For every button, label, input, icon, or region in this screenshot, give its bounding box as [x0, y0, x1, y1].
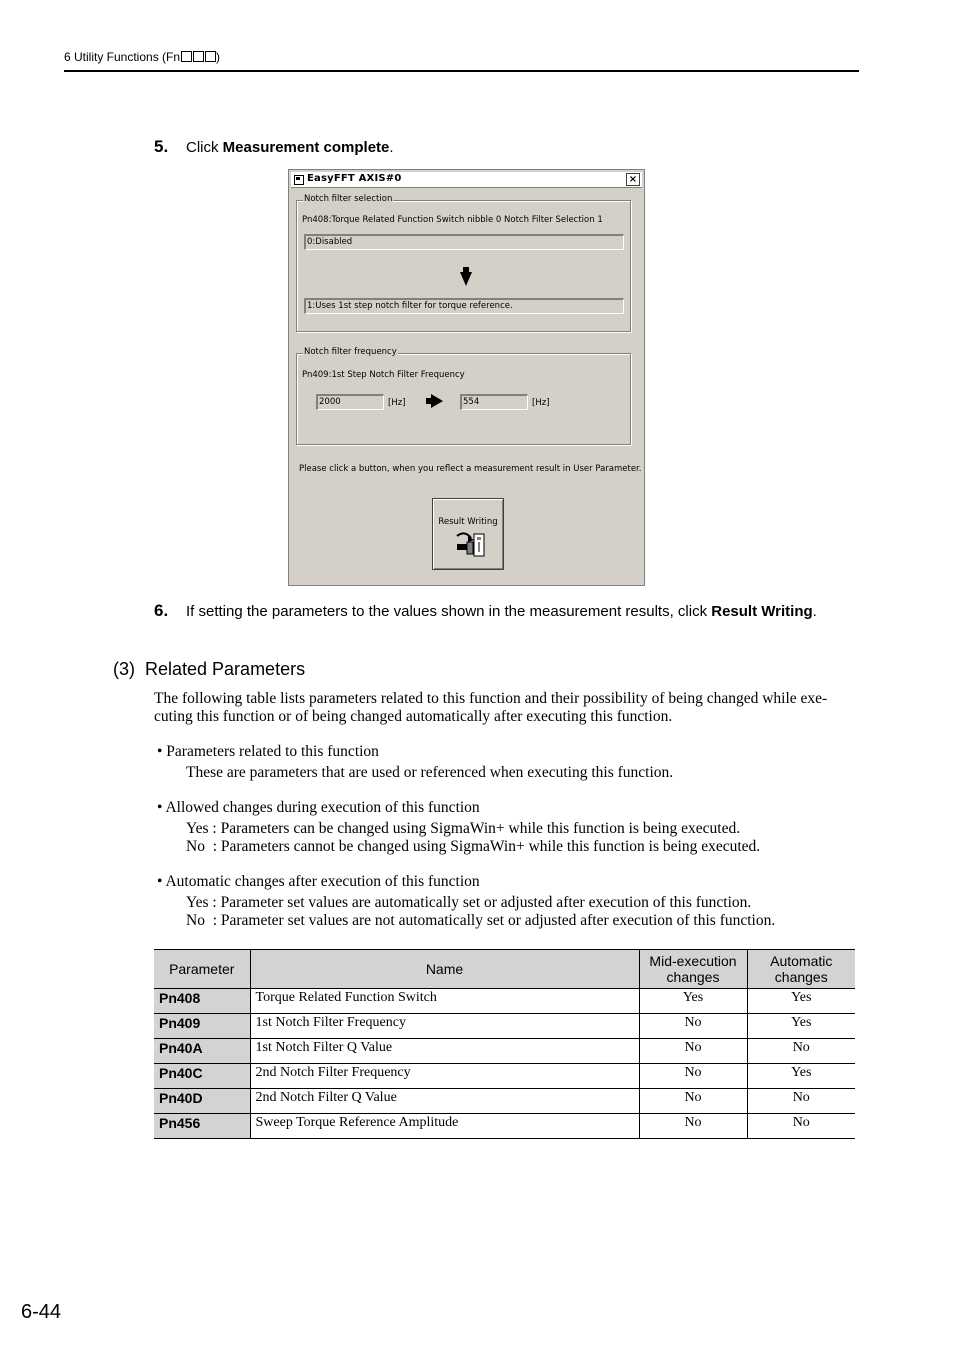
mid-cell: No [639, 1014, 747, 1039]
param-cell: Pn456 [154, 1114, 250, 1139]
step-6-suffix: . [812, 603, 817, 620]
related-parameters-heading: (3) Related Parameters [113, 659, 306, 679]
header-auto-line2: changes [774, 969, 828, 985]
bullet-allowed-no: No : Parameters cannot be changed using SigmaWin+ while this function is being executed. [186, 838, 761, 855]
auto-cell: Yes [747, 1014, 855, 1039]
auto-cell: No [747, 1114, 855, 1139]
header-mid-execution [639, 950, 747, 989]
auto-cell: No [747, 1089, 855, 1114]
placeholder-box-icon [181, 51, 192, 62]
param-cell: Pn408 [154, 989, 250, 1014]
running-header [64, 50, 220, 64]
mid-cell: Yes [639, 989, 747, 1014]
frequency-before-field: 2000 [316, 394, 384, 410]
related-parameters-table [154, 949, 855, 1139]
header-automatic [747, 950, 855, 989]
result-writing-button[interactable] [432, 498, 504, 570]
param-cell: Pn40D [154, 1089, 250, 1114]
notch-selection-after-field: 1:Uses 1st step notch filter for torque reference. [304, 298, 624, 314]
param-cell: Pn40A [154, 1039, 250, 1064]
param-cell: Pn40C [154, 1064, 250, 1089]
notch-frequency-group [296, 347, 631, 445]
header-auto-line1: Automatic [770, 953, 833, 969]
step-5-bold: Measurement complete [222, 139, 390, 156]
notch-frequency-legend: Notch filter frequency [304, 347, 397, 357]
dialog-instruction: Please click a button, when you reflect a measurement result in User Parameter. [299, 464, 642, 474]
bullet-automatic-title: • Automatic changes after execution of this function [157, 873, 480, 890]
arrow-right-icon [426, 394, 444, 408]
header-mid-line1: Mid-execution [649, 953, 737, 969]
mid-cell: No [639, 1064, 747, 1089]
write-to-device-icon [455, 530, 487, 558]
step-5-number: 5. [154, 137, 169, 156]
frequency-after-unit: [Hz] [532, 398, 550, 408]
header-mid-line2: changes [666, 969, 720, 985]
notch-selection-before-field: 0:Disabled [304, 234, 624, 250]
placeholder-box-icon [193, 51, 204, 62]
related-intro-line2: cuting this function or of being changed automatically after executing this function. [154, 708, 673, 725]
auto-cell: Yes [747, 1064, 855, 1089]
notch-selection-group [296, 194, 631, 332]
mid-cell: No [639, 1039, 747, 1064]
notch-selection-param-label: Pn408:Torque Related Function Switch nibble 0 Notch Filter Selection 1 [302, 215, 603, 225]
bullet-related-title: • Parameters related to this function [157, 743, 379, 760]
easyfft-dialog [288, 169, 645, 586]
table-row [154, 989, 855, 1014]
frequency-before-unit: [Hz] [388, 398, 406, 408]
table-row [154, 1064, 855, 1089]
related-intro-line1: The following table lists parameters related to this function and their possibility of being changed while exe- [154, 690, 828, 707]
mid-cell: No [639, 1089, 747, 1114]
dialog-title: EasyFFT AXIS#0 [307, 173, 402, 184]
header-rule [64, 70, 859, 72]
bullet-allowed-title: • Allowed changes during execution of this function [157, 799, 480, 816]
header-parameter: Parameter [154, 950, 250, 989]
auto-cell: No [747, 1039, 855, 1064]
name-cell: 1st Notch Filter Frequency [250, 1014, 639, 1039]
name-cell: 2nd Notch Filter Q Value [250, 1089, 639, 1114]
step-6-bold: Result Writing [711, 603, 813, 620]
bullet-automatic-yes: Yes : Parameter set values are automatically set or adjusted after execution of this function. [186, 894, 752, 911]
name-cell: Sweep Torque Reference Amplitude [250, 1114, 639, 1139]
header-name: Name [250, 950, 639, 989]
step-5-suffix: . [389, 139, 394, 156]
app-icon [294, 175, 304, 185]
placeholder-box-icon [205, 51, 216, 62]
name-cell: Torque Related Function Switch [250, 989, 639, 1014]
step-5-prefix: Click [186, 139, 223, 156]
mid-cell: No [639, 1114, 747, 1139]
step-6-text [186, 603, 817, 620]
auto-cell: Yes [747, 989, 855, 1014]
step-6-number: 6. [154, 601, 169, 620]
dialog-titlebar [291, 172, 642, 188]
table-row [154, 1039, 855, 1064]
notch-selection-legend: Notch filter selection [304, 194, 393, 204]
table-row [154, 1114, 855, 1139]
result-writing-label: Result Writing [438, 517, 498, 527]
notch-frequency-param-label: Pn409:1st Step Notch Filter Frequency [302, 370, 465, 380]
table-row [154, 1014, 855, 1039]
name-cell: 2nd Notch Filter Frequency [250, 1064, 639, 1089]
close-button[interactable]: × [626, 173, 640, 186]
bullet-automatic-no: No : Parameter set values are not automatically set or adjusted after execution of this function. [186, 912, 776, 929]
running-header-suffix: ) [216, 50, 221, 64]
step-6-prefix: If setting the parameters to the values shown in the measurement results, click [186, 603, 712, 620]
running-header-label: 6 Utility Functions (Fn [64, 50, 181, 64]
name-cell: 1st Notch Filter Q Value [250, 1039, 639, 1064]
bullet-related-line: These are parameters that are used or referenced when executing this function. [186, 764, 674, 781]
step-5-text [186, 139, 394, 156]
bullet-allowed-yes: Yes : Parameters can be changed using SigmaWin+ while this function is being executed. [186, 820, 741, 837]
page-number: 6-44 [21, 1301, 62, 1323]
frequency-after-field: 554 [460, 394, 528, 410]
related-intro [154, 690, 864, 726]
arrow-down-icon [459, 267, 473, 287]
table-header-row [154, 950, 855, 989]
table-row [154, 1089, 855, 1114]
param-cell: Pn409 [154, 1014, 250, 1039]
